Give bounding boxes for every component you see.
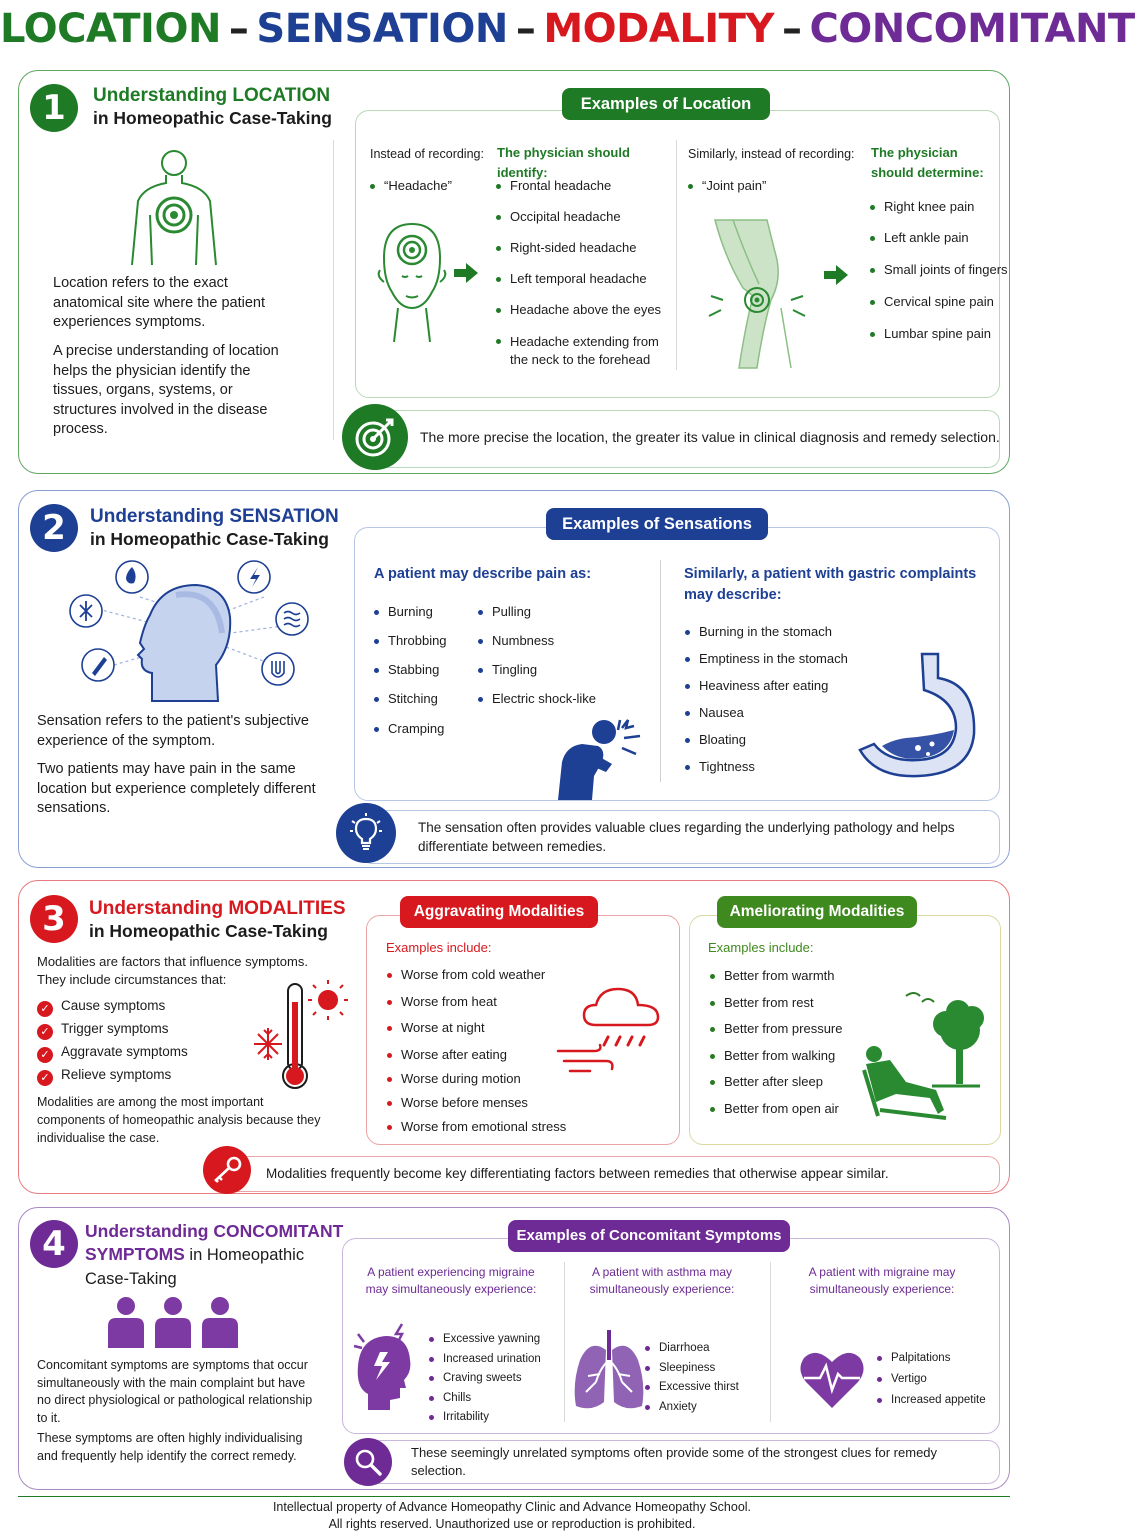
location-definition: Location refers to the exact anatomical site where the patient experiences symptoms. — [53, 275, 265, 330]
list-item: Tightness — [683, 759, 873, 775]
heading-subtext: Case-Taking — [85, 1270, 177, 1288]
ameliorating-list — [708, 968, 878, 1117]
list-item: “Joint pain” — [686, 178, 766, 194]
heart-pulse-icon — [800, 1350, 864, 1408]
section-number: 3 — [30, 895, 78, 943]
list-item: Cramping — [372, 721, 482, 737]
concomitant-col1-label: A patient experiencing migraine may simultaneously experience: — [365, 1265, 537, 1296]
location-importance: A precise understanding of location helps the physician identify the tissues, organs, systems, or structures involved in the disease process. — [53, 343, 279, 437]
section-number: 2 — [30, 504, 78, 552]
people-group-icon — [106, 1296, 240, 1348]
migraine-head-icon — [354, 1322, 416, 1410]
c3-label: Similarly, instead of recording: — [688, 147, 855, 161]
list-item: Stitching — [372, 691, 482, 707]
examples-sensation-pill: Examples of Sensations — [546, 508, 768, 540]
list-item: Worse from emotional stress — [385, 1119, 595, 1135]
list-item: Increased urination — [427, 1351, 557, 1367]
check-icon: ✓ — [37, 1047, 53, 1063]
list-item: Numbness — [476, 633, 646, 649]
list-item: Throbbing — [372, 633, 482, 649]
head-target-icon — [372, 220, 450, 344]
list-item: Burning in the stomach — [683, 624, 873, 640]
location-note: The more precise the location, the greater its value in clinical diagnosis and remedy selection. — [420, 429, 1000, 445]
section-heading — [85, 1220, 345, 1291]
check-item — [37, 996, 247, 1019]
check-icon: ✓ — [37, 1070, 53, 1086]
list-item: Better from pressure — [708, 1021, 878, 1037]
body-target-icon — [122, 145, 226, 267]
gastric-label: Similarly, a patient with gastric complaints may describe: — [684, 566, 977, 603]
list-item: “Headache” — [368, 178, 452, 194]
concomitant-col3-list — [875, 1350, 1005, 1408]
check-label: Trigger symptoms — [61, 1021, 169, 1036]
list-item: Tingling — [476, 662, 646, 678]
list-item: Craving sweets — [427, 1370, 557, 1386]
list-item: Anxiety — [643, 1399, 763, 1415]
footer — [0, 1499, 1024, 1533]
stomach-icon — [852, 650, 980, 782]
c2-label: The physician should identify: — [497, 145, 630, 180]
person-pain-icon — [548, 716, 648, 800]
concomitant-note: These seemingly unrelated symptoms often provide some of the strongest clues for remedy selection. — [411, 1445, 938, 1478]
check-icon: ✓ — [37, 1024, 53, 1040]
divider — [770, 1262, 771, 1422]
rain-cloud-icon — [556, 985, 664, 1075]
head-profile-icon — [66, 555, 312, 703]
pain-description-label: A patient may describe pain as: — [374, 566, 592, 582]
arrow-right-icon — [454, 263, 478, 283]
modalities-note: Modalities frequently become key differentiating factors between remedies that otherwise appear similar. — [266, 1166, 889, 1181]
heading-text: Understanding CONCOMITANT — [85, 1221, 344, 1241]
ameliorating-pill: Ameliorating Modalities — [717, 896, 917, 928]
list-item: Worse from heat — [385, 994, 595, 1010]
heading-text: SYMPTOMS — [85, 1244, 185, 1264]
list-item: Heaviness after eating — [683, 678, 873, 694]
c3-list — [686, 178, 766, 194]
concomitant-definition: Concomitant symptoms are symptoms that occur simultaneously with the main complaint but have no direct physiological or pathological relationship to it. — [37, 1358, 313, 1425]
list-item: Excessive yawning — [427, 1331, 557, 1347]
list-item: Right-sided headache — [494, 240, 669, 256]
examples-location-pill: Examples of Location — [562, 88, 770, 120]
list-item: Better from warmth — [708, 968, 878, 984]
list-item: Burning — [372, 604, 482, 620]
sensation-difference: Two patients may have pain in the same location but experience completely different sensations. — [37, 761, 316, 816]
pain-list-2 — [476, 604, 646, 707]
list-item: Chills — [427, 1390, 557, 1406]
title-dash: – — [228, 6, 249, 52]
heading-subtext: in Homeopathic Case-Taking — [90, 529, 329, 549]
modality-checklist — [37, 996, 247, 1088]
title-modality: MODALITY — [543, 6, 774, 52]
list-item: Worse before menses — [385, 1095, 595, 1111]
c1-label: Instead of recording: — [370, 147, 484, 161]
list-item: Worse at night — [385, 1020, 595, 1036]
list-item: Lumbar spine pain — [868, 326, 1008, 342]
concomitant-col2-label: A patient with asthma may simultaneously experience: — [589, 1265, 735, 1296]
list-item: Bloating — [683, 732, 873, 748]
title-dash: – — [515, 6, 536, 52]
list-item: Excessive thirst — [643, 1379, 763, 1395]
c1-list — [368, 178, 452, 194]
concomitant-col2-list — [643, 1340, 763, 1415]
heading-subtext: in Homeopathic — [184, 1246, 305, 1264]
heading-subtext: in Homeopathic Case-Taking — [93, 108, 332, 128]
divider — [676, 140, 677, 370]
list-item: Headache extending from the neck to the forehead — [494, 333, 669, 369]
title-concomitant: CONCOMITANT — [809, 6, 1135, 52]
list-item: Vertigo — [875, 1371, 1005, 1387]
footer-line-2: All rights reserved. Unauthorized use or reproduction is prohibited. — [328, 1517, 696, 1531]
list-item: Stabbing — [372, 662, 482, 678]
list-item: Better after sleep — [708, 1074, 878, 1090]
list-item: Better from open air — [708, 1101, 878, 1117]
pain-list-1 — [372, 604, 482, 737]
divider — [660, 560, 661, 782]
list-item: Sleepiness — [643, 1360, 763, 1376]
list-item: Palpitations — [875, 1350, 1005, 1366]
lightbulb-icon — [336, 803, 396, 863]
concomitant-importance: These symptoms are often highly individualising and frequently help identify the correct remedy. — [37, 1431, 303, 1463]
aggravating-pill: Aggravating Modalities — [400, 896, 598, 928]
concomitant-col1-list — [427, 1331, 557, 1425]
arrow-right-icon — [824, 265, 848, 285]
c2-list — [494, 178, 669, 369]
list-item: Headache above the eyes — [494, 302, 669, 318]
check-item — [37, 1019, 247, 1042]
check-item — [37, 1065, 247, 1088]
sensation-definition: Sensation refers to the patient's subjective experience of the symptom. — [37, 713, 309, 749]
section-heading — [90, 505, 360, 551]
list-item: Left ankle pain — [868, 230, 1008, 246]
lungs-icon — [572, 1330, 646, 1412]
check-label: Relieve symptoms — [61, 1067, 172, 1082]
heading-text: Understanding SENSATION — [90, 506, 339, 527]
title-dash: – — [781, 6, 802, 52]
list-item: Diarrhoea — [643, 1340, 763, 1356]
sensation-note: The sensation often provides valuable clues regarding the underlying pathology and helps differentiate between remedies. — [418, 820, 955, 854]
list-item: Small joints of fingers — [868, 262, 1008, 278]
list-item: Worse after eating — [385, 1047, 595, 1063]
list-item: Electric shock-like — [476, 691, 646, 707]
list-item: Pulling — [476, 604, 646, 620]
list-item: Worse during motion — [385, 1071, 595, 1087]
aggravating-label: Examples include: — [386, 940, 492, 955]
check-icon: ✓ — [37, 1001, 53, 1017]
heading-text: Understanding LOCATION — [93, 85, 331, 106]
section-heading — [93, 84, 363, 130]
title-location: LOCATION — [0, 6, 221, 52]
c4-list — [868, 199, 1008, 342]
modalities-importance: Modalities are among the most important components of homeopathic analysis because they individualise the case. — [37, 1095, 321, 1145]
key-icon — [203, 1146, 251, 1194]
list-item: Better from rest — [708, 995, 878, 1011]
c4-label: The physician should determine: — [871, 145, 984, 180]
footer-line-1: Intellectual property of Advance Homeopathy Clinic and Advance Homeopathy School. — [272, 1500, 752, 1514]
heading-text: Understanding MODALITIES — [89, 898, 346, 919]
target-arrow-icon — [342, 404, 408, 470]
knee-joint-icon — [705, 218, 809, 370]
ameliorating-label: Examples include: — [708, 940, 814, 955]
list-item: Irritability — [427, 1409, 557, 1425]
list-item: Right knee pain — [868, 199, 1008, 215]
section-number: 1 — [30, 84, 78, 132]
heading-subtext: in Homeopathic Case-Taking — [89, 921, 328, 941]
footer-divider — [18, 1496, 1010, 1497]
examples-concomitant-pill: Examples of Concomitant Symptoms — [508, 1220, 790, 1252]
relaxing-person-icon — [862, 990, 990, 1122]
list-item: Worse from cold weather — [385, 967, 595, 983]
magnifier-icon — [344, 1438, 392, 1486]
list-item: Emptiness in the stomach — [683, 651, 873, 667]
list-item: Occipital headache — [494, 209, 669, 225]
check-label: Cause symptoms — [61, 998, 166, 1013]
thermometer-icon — [246, 980, 350, 1092]
check-item — [37, 1042, 247, 1065]
list-item: Cervical spine pain — [868, 294, 1008, 310]
page-title — [0, 6, 1135, 52]
concomitant-col3-label: A patient with migraine may simultaneously experience: — [808, 1265, 956, 1296]
check-label: Aggravate symptoms — [61, 1044, 188, 1059]
list-item: Nausea — [683, 705, 873, 721]
gastric-list — [683, 624, 873, 775]
divider — [333, 140, 334, 440]
modalities-definition: Modalities are factors that influence symptoms. They include circumstances that: — [37, 954, 308, 987]
divider — [564, 1262, 565, 1422]
list-item: Left temporal headache — [494, 271, 669, 287]
list-item: Increased appetite — [875, 1392, 1005, 1408]
list-item: Better from walking — [708, 1048, 878, 1064]
section-heading — [89, 897, 359, 943]
list-item: Frontal headache — [494, 178, 669, 194]
section-number: 4 — [30, 1220, 78, 1268]
title-sensation: SENSATION — [256, 6, 508, 52]
